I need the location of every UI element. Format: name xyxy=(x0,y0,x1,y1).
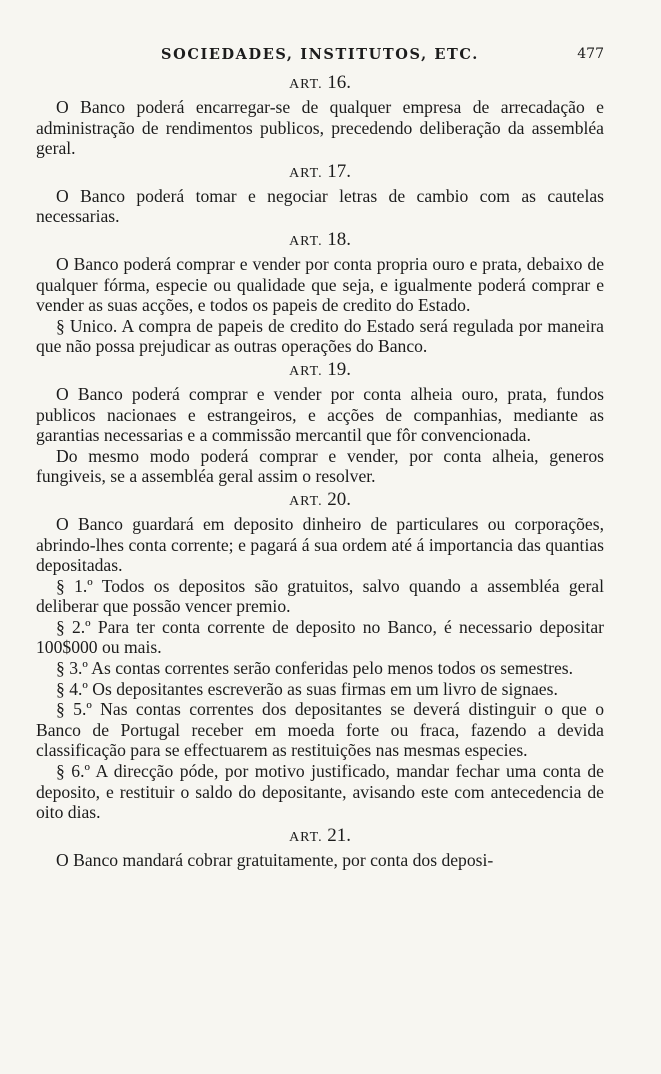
running-header xyxy=(36,46,604,70)
article-label: ART. xyxy=(289,233,323,249)
article-label: ART. xyxy=(289,829,323,845)
article-paragraph: O Banco poderá encarregar-se de qualquer empresa de arrecadação e administração de rendimentos publicos, precedendo deliberação da assembléa geral. xyxy=(36,97,604,159)
article-paragraph: O Banco poderá tomar e negociar letras de cambio com as cautelas necessarias. xyxy=(36,185,604,227)
article-number: 21. xyxy=(327,824,351,846)
page-content xyxy=(36,46,604,870)
article-paragraph: Do mesmo modo poderá comprar e vender, por conta alheia, generos fungiveis, se a assembléa geral assim o resolver. xyxy=(36,445,604,487)
article-number: 17. xyxy=(327,160,351,182)
article-number: 20. xyxy=(327,488,351,510)
running-title: SOCIEDADES, INSTITUTOS, ETC. xyxy=(161,46,479,63)
article-paragraph: O Banco mandará cobrar gratuitamente, por conta dos deposi- xyxy=(56,849,494,870)
article-paragraph: § 4.º Os depositantes escreverão as suas firmas em um livro de signaes. xyxy=(56,678,558,699)
article-heading xyxy=(36,824,604,849)
article-label: ART. xyxy=(289,165,323,181)
article-paragraph: § 3.º As contas correntes serão conferidas pelo menos todos os semestres. xyxy=(56,658,574,679)
article-number: 16. xyxy=(327,72,351,93)
article-paragraph: § Unico. A compra de papeis de credito do Estado será regulada por maneira que não possa prejudicar as outras operações do Banco. xyxy=(36,315,604,357)
article-label: ART. xyxy=(289,363,323,379)
article-heading xyxy=(36,71,604,96)
page-number: 477 xyxy=(577,46,604,62)
article-paragraph: O Banco poderá comprar e vender por conta propria ouro e prata, debaixo de qualquer fórma, especie ou qualidade que seja, e igualmente poderá comprar e vender as suas acções, e todos os papeis de credito do Estado. xyxy=(36,253,604,316)
article-paragraph: O Banco poderá comprar e vender por conta alheia ouro, prata, fundos publicos nacionaes e estrangeiros, e acções de companhias, mediante as garantias necessarias e a commissão mercantil que fôr convencionada. xyxy=(36,383,604,446)
article-heading xyxy=(36,160,604,185)
article-heading xyxy=(36,358,604,383)
article-paragraph: § 6.º A direcção póde, por motivo justificado, mandar fechar uma conta de deposito, e restituir o saldo do depositante, avisando este com antecedencia de oito dias. xyxy=(36,761,604,823)
article-number: 19. xyxy=(327,358,351,380)
article-label: ART. xyxy=(289,77,323,92)
article-label: ART. xyxy=(289,493,323,509)
article-heading xyxy=(36,488,604,513)
article-paragraph: O Banco guardará em deposito dinheiro de particulares ou corporações, abrindo-lhes conta corrente; e pagará á sua ordem até á importancia das quantias depositadas. xyxy=(36,513,604,576)
article-paragraph: § 2.º Para ter conta corrente de deposito no Banco, é necessario depositar 100$000 ou mais. xyxy=(36,616,604,658)
article-number: 18. xyxy=(327,228,351,250)
article-paragraph: § 1.º Todos os depositos são gratuitos, salvo quando a assembléa geral deliberar que possão vencer premio. xyxy=(36,575,604,617)
article-paragraph: § 5.º Nas contas correntes dos depositantes se deverá distinguir o que o Banco de Portugal receber em moeda forte ou fraca, fazendo a devida classificação para se effectuarem as restituições nas mesmas especies. xyxy=(36,699,604,761)
article-heading xyxy=(36,228,604,253)
